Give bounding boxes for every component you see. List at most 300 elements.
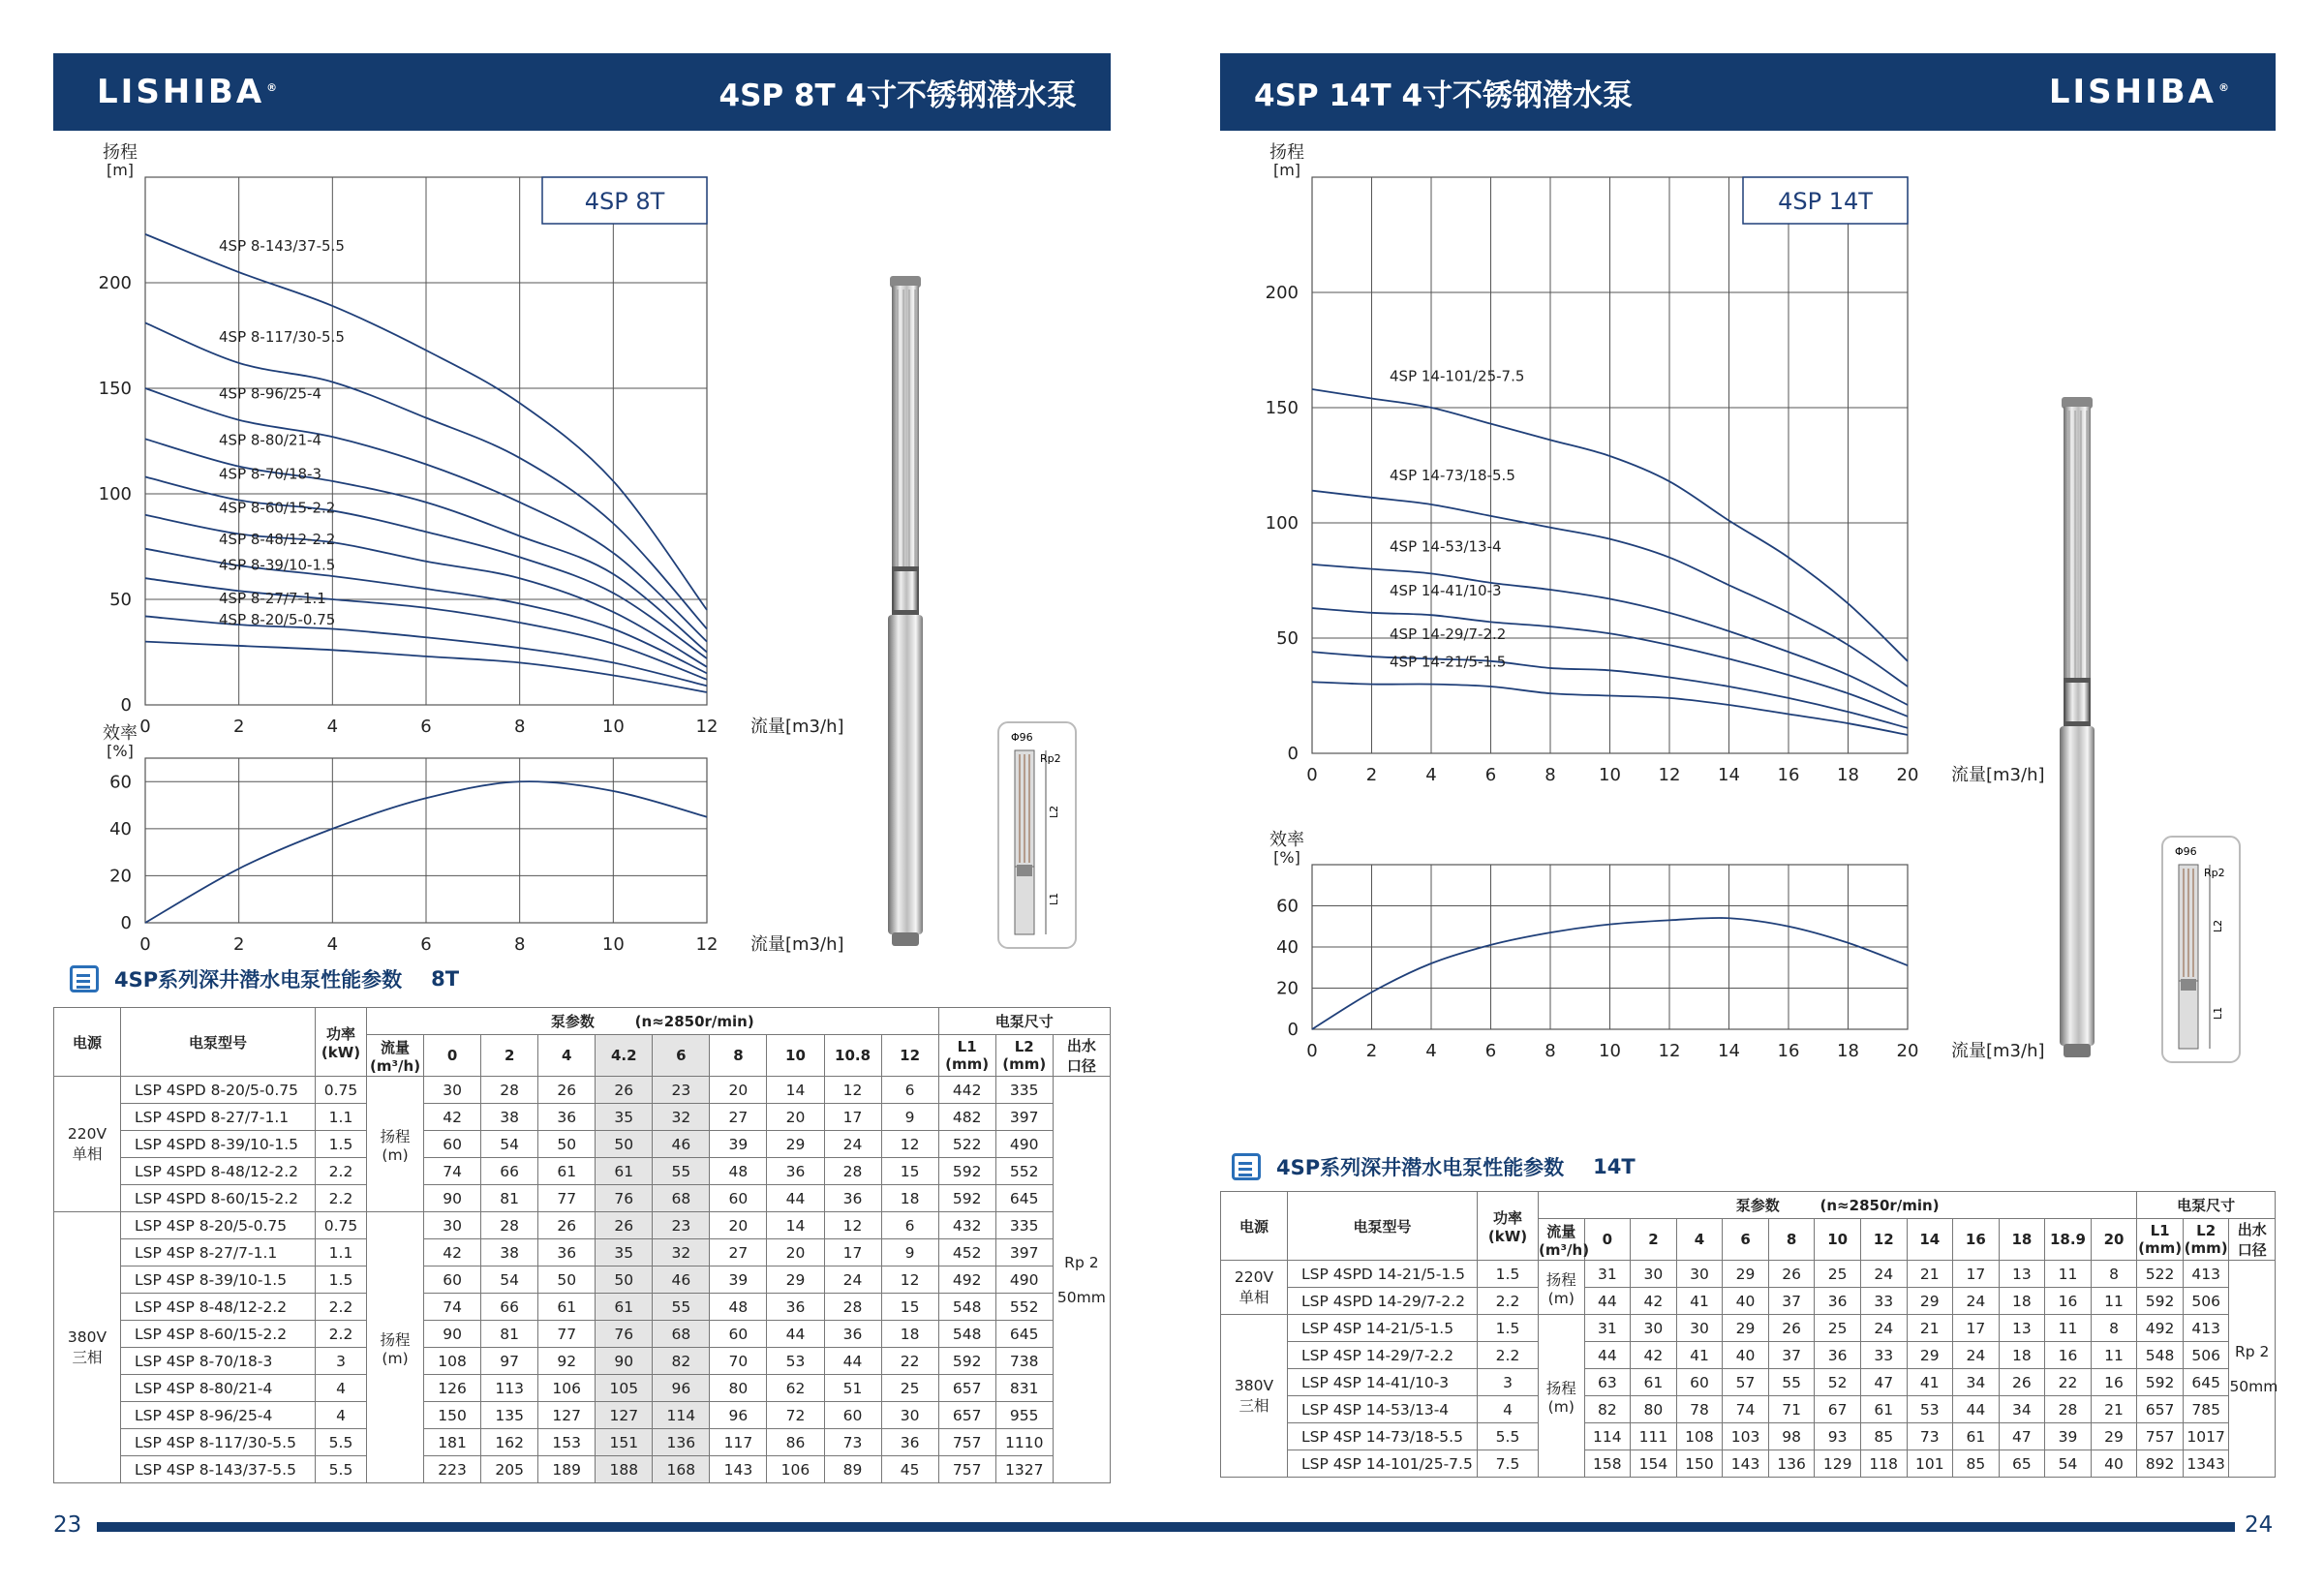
head-value: 38	[481, 1239, 538, 1267]
head-value: 73	[1907, 1423, 1953, 1450]
y-axis-unit: [m]	[1272, 161, 1301, 179]
head-value: 15	[881, 1158, 938, 1185]
y-tick-label: 200	[98, 273, 132, 293]
model-name: LSP 4SPD 8-48/12-2.2	[121, 1158, 316, 1185]
head-value: 113	[481, 1375, 538, 1402]
head-value: 39	[2045, 1423, 2092, 1450]
table-row	[54, 1104, 1111, 1131]
head-value: 17	[1953, 1261, 2000, 1288]
power-kw: 5.5	[316, 1429, 367, 1456]
table-row	[54, 1158, 1111, 1185]
head-value: 151	[596, 1429, 653, 1456]
l1-value: 548	[2137, 1342, 2184, 1369]
model-name: LSP 4SP 8-48/12-2.2	[121, 1294, 316, 1321]
head-value: 72	[767, 1402, 824, 1429]
head-value: 54	[2045, 1450, 2092, 1478]
x-tick-label: 4	[326, 934, 339, 955]
x-tick-label: 12	[695, 934, 719, 955]
table-row	[54, 1294, 1111, 1321]
col-power-kw: 功率 (kW)	[316, 1008, 367, 1077]
l1-value: 657	[938, 1402, 995, 1429]
head-value: 44	[1584, 1342, 1631, 1369]
head-value: 101	[1907, 1450, 1953, 1478]
x-tick-label: 6	[1484, 1041, 1497, 1061]
head-value: 30	[1676, 1261, 1723, 1288]
head-value: 158	[1584, 1450, 1631, 1478]
head-label: 扬程 (m)	[1539, 1315, 1585, 1478]
head-value: 82	[1584, 1396, 1631, 1423]
head-value: 114	[653, 1402, 710, 1429]
l1-value: 548	[938, 1321, 995, 1348]
l2-value: 645	[2183, 1369, 2229, 1396]
head-value: 41	[1676, 1288, 1723, 1315]
x-tick-label: 0	[139, 717, 151, 737]
power-kw: 1.1	[316, 1104, 367, 1131]
head-value: 52	[1815, 1369, 1861, 1396]
head-value: 28	[824, 1158, 881, 1185]
head-value: 129	[1815, 1450, 1861, 1478]
outlet-size: Rp 2 50mm	[2229, 1261, 2276, 1478]
head-value: 29	[767, 1131, 824, 1158]
series-label: 4SP 8-80/21-4	[219, 431, 322, 449]
head-value: 44	[767, 1321, 824, 1348]
head-value: 23	[653, 1212, 710, 1239]
spec-table-14t	[1220, 1191, 2276, 1478]
x-axis-label: 流量[m3/h]	[750, 934, 844, 955]
model-name: LSP 4SP 14-41/10-3	[1288, 1369, 1478, 1396]
power-kw: 2.2	[316, 1185, 367, 1212]
x-tick-label: 18	[1837, 1041, 1859, 1061]
model-name: LSP 4SPD 8-27/7-1.1	[121, 1104, 316, 1131]
series-label: 4SP 14-53/13-4	[1390, 537, 1502, 556]
head-value: 67	[1815, 1396, 1861, 1423]
spec-table-8t	[53, 1007, 1111, 1483]
head-value: 36	[538, 1104, 596, 1131]
y-tick-label: 60	[109, 772, 132, 793]
head-value: 60	[1676, 1369, 1723, 1396]
head-value: 30	[1631, 1315, 1677, 1342]
head-value: 18	[881, 1321, 938, 1348]
flow-value: 0	[1584, 1219, 1631, 1261]
series-label: 4SP 14-21/5-1.5	[1390, 653, 1507, 671]
head-value: 12	[881, 1267, 938, 1294]
footer-bar	[97, 1522, 2235, 1532]
head-value: 6	[881, 1077, 938, 1104]
head-value: 54	[481, 1267, 538, 1294]
head-value: 96	[710, 1402, 767, 1429]
head-value: 65	[1999, 1450, 2045, 1478]
head-value: 30	[1676, 1315, 1723, 1342]
head-value: 26	[1999, 1369, 2045, 1396]
power-supply: 220V 单相	[54, 1077, 121, 1212]
head-value: 20	[767, 1239, 824, 1267]
head-value: 21	[1907, 1315, 1953, 1342]
power-kw: 5.5	[316, 1456, 367, 1483]
table-row	[1221, 1450, 2276, 1478]
head-value: 68	[653, 1321, 710, 1348]
head-value: 34	[1953, 1369, 2000, 1396]
head-value: 8	[2091, 1315, 2137, 1342]
l2-value: 645	[995, 1185, 1053, 1212]
model-name: LSP 4SP 8-80/21-4	[121, 1375, 316, 1402]
head-value: 22	[2045, 1369, 2092, 1396]
page-number-left: 23	[53, 1512, 82, 1538]
y-axis-label: 效率	[103, 723, 138, 744]
x-tick-label: 4	[326, 717, 339, 737]
head-value: 51	[824, 1375, 881, 1402]
head-value: 106	[538, 1375, 596, 1402]
head-value: 42	[424, 1239, 481, 1267]
head-value: 44	[824, 1348, 881, 1375]
head-value: 85	[1860, 1423, 1907, 1450]
l1-value: 592	[938, 1158, 995, 1185]
power-kw: 1.5	[316, 1131, 367, 1158]
y-tick-label: 20	[109, 866, 132, 887]
power-kw: 2.2	[1478, 1288, 1539, 1315]
l2-value: 335	[995, 1077, 1053, 1104]
head-label: 扬程 (m)	[367, 1077, 424, 1212]
flow-value: 14	[1907, 1219, 1953, 1261]
head-value: 53	[1907, 1396, 1953, 1423]
head-value: 74	[424, 1294, 481, 1321]
l1-value: 522	[2137, 1261, 2184, 1288]
head-value: 61	[596, 1294, 653, 1321]
l1-value: 482	[938, 1104, 995, 1131]
power-supply: 220V 单相	[1221, 1261, 1288, 1315]
x-tick-label: 18	[1837, 765, 1859, 785]
l2-value: 397	[995, 1104, 1053, 1131]
head-value: 37	[1768, 1342, 1815, 1369]
y-tick-label: 50	[1276, 628, 1299, 649]
series-label: 4SP 8-20/5-0.75	[219, 610, 336, 628]
head-value: 39	[710, 1131, 767, 1158]
x-tick-label: 0	[1306, 1041, 1318, 1061]
x-tick-label: 2	[1365, 765, 1378, 785]
head-value: 111	[1631, 1423, 1677, 1450]
head-value: 24	[1953, 1288, 2000, 1315]
table-row	[54, 1185, 1111, 1212]
model-name: LSP 4SP 14-29/7-2.2	[1288, 1342, 1478, 1369]
head-value: 143	[1723, 1450, 1769, 1478]
head-value: 154	[1631, 1450, 1677, 1478]
power-kw: 2.2	[316, 1321, 367, 1348]
head-value: 31	[1584, 1315, 1631, 1342]
model-name: LSP 4SPD 8-39/10-1.5	[121, 1131, 316, 1158]
y-axis-unit: [%]	[1273, 848, 1300, 867]
col-power-kw: 功率 (kW)	[1478, 1192, 1539, 1261]
head-value: 24	[1860, 1315, 1907, 1342]
l2-value: 1017	[2183, 1423, 2229, 1450]
head-value: 11	[2091, 1288, 2137, 1315]
y-tick-label: 200	[1265, 283, 1299, 303]
head-value: 34	[1999, 1396, 2045, 1423]
head-value: 127	[596, 1402, 653, 1429]
head-value: 17	[824, 1104, 881, 1131]
power-kw: 4	[316, 1402, 367, 1429]
l1-value: 757	[2137, 1423, 2184, 1450]
l1-value: 592	[2137, 1369, 2184, 1396]
l2-value: 413	[2183, 1261, 2229, 1288]
head-value: 54	[481, 1131, 538, 1158]
chart-title: 4SP 8T	[584, 188, 665, 215]
x-tick-label: 8	[513, 934, 526, 955]
x-tick-label: 2	[1365, 1041, 1378, 1061]
power-kw: 0.75	[316, 1077, 367, 1104]
x-tick-label: 0	[1306, 765, 1318, 785]
x-tick-label: 0	[139, 934, 151, 955]
l1-value: 592	[938, 1348, 995, 1375]
dimension-drawing-8t	[997, 721, 1077, 949]
pump-photo-8t	[876, 276, 934, 954]
x-tick-label: 6	[1484, 765, 1497, 785]
head-value: 36	[767, 1294, 824, 1321]
col-l1: L1 (mm)	[2137, 1219, 2184, 1261]
head-value: 22	[881, 1348, 938, 1375]
head-value: 36	[824, 1185, 881, 1212]
head-value: 39	[710, 1267, 767, 1294]
head-value: 40	[2091, 1450, 2137, 1478]
head-value: 71	[1768, 1396, 1815, 1423]
l2-value: 397	[995, 1239, 1053, 1267]
l2-value: 955	[995, 1402, 1053, 1429]
head-value: 76	[596, 1185, 653, 1212]
power-kw: 1.5	[1478, 1315, 1539, 1342]
head-value: 28	[824, 1294, 881, 1321]
model-name: LSP 4SP 14-21/5-1.5	[1288, 1315, 1478, 1342]
head-value: 189	[538, 1456, 596, 1483]
head-value: 46	[653, 1131, 710, 1158]
model-name: LSP 4SPD 8-60/15-2.2	[121, 1185, 316, 1212]
head-value: 50	[538, 1267, 596, 1294]
x-tick-label: 6	[420, 934, 432, 955]
head-value: 11	[2091, 1342, 2137, 1369]
l1-value: 548	[938, 1294, 995, 1321]
head-value: 29	[1907, 1342, 1953, 1369]
head-value: 103	[1723, 1423, 1769, 1450]
col-model: 电泵型号	[1288, 1192, 1478, 1261]
flow-value: 18	[1999, 1219, 2045, 1261]
head-value: 30	[1631, 1261, 1677, 1288]
head-value: 32	[653, 1239, 710, 1267]
thread-label: Rp2	[2204, 867, 2225, 879]
head-value: 73	[824, 1429, 881, 1456]
thread-label: Rp2	[1040, 752, 1061, 765]
l1-value: 492	[2137, 1315, 2184, 1342]
table-row	[1221, 1261, 2276, 1288]
l1-value: 432	[938, 1212, 995, 1239]
head-value: 205	[481, 1456, 538, 1483]
flow-value: 20	[2091, 1219, 2137, 1261]
head-value: 162	[481, 1429, 538, 1456]
table-row	[1221, 1342, 2276, 1369]
head-value: 45	[881, 1456, 938, 1483]
head-value: 114	[1584, 1423, 1631, 1450]
power-kw: 4	[316, 1375, 367, 1402]
head-value: 77	[538, 1321, 596, 1348]
head-value: 108	[424, 1348, 481, 1375]
head-value: 36	[1815, 1342, 1861, 1369]
x-tick-label: 4	[1425, 1041, 1437, 1061]
x-tick-label: 4	[1425, 765, 1437, 785]
x-tick-label: 10	[601, 717, 625, 737]
l1-value: 657	[938, 1375, 995, 1402]
head-value: 17	[824, 1239, 881, 1267]
head-value: 188	[596, 1456, 653, 1483]
l1-value: 452	[938, 1239, 995, 1267]
y-tick-label: 0	[120, 695, 132, 716]
l2-value: 490	[995, 1131, 1053, 1158]
table-icon	[70, 965, 99, 992]
head-value: 26	[596, 1077, 653, 1104]
head-value: 61	[1953, 1423, 2000, 1450]
x-axis-label: 流量[m3/h]	[750, 717, 844, 737]
outlet-size: Rp 2 50mm	[1053, 1077, 1110, 1483]
head-value: 60	[710, 1185, 767, 1212]
table-row	[54, 1212, 1111, 1239]
head-value: 66	[481, 1158, 538, 1185]
x-tick-label: 8	[513, 717, 526, 737]
dimension-drawing-14t	[2161, 836, 2241, 1063]
head-value: 135	[481, 1402, 538, 1429]
x-tick-label: 2	[232, 934, 245, 955]
y-tick-label: 50	[109, 590, 132, 610]
head-value: 117	[710, 1429, 767, 1456]
head-value: 50	[596, 1131, 653, 1158]
head-label: 扬程 (m)	[367, 1212, 424, 1483]
col-pump-params: 泵参数 (n≈2850r/min)	[367, 1008, 939, 1035]
head-value: 15	[881, 1294, 938, 1321]
head-value: 24	[1953, 1342, 2000, 1369]
head-value: 97	[481, 1348, 538, 1375]
flow-value: 12	[1860, 1219, 1907, 1261]
x-tick-label: 16	[1777, 765, 1800, 785]
model-name: LSP 4SP 8-20/5-0.75	[121, 1212, 316, 1239]
head-value: 150	[1676, 1450, 1723, 1478]
model-name: LSP 4SP 14-73/18-5.5	[1288, 1423, 1478, 1450]
l1-value: 757	[938, 1429, 995, 1456]
head-value: 40	[1723, 1288, 1769, 1315]
flow-value: 10	[767, 1035, 824, 1077]
head-value: 29	[2091, 1423, 2137, 1450]
table-row	[54, 1131, 1111, 1158]
head-value: 25	[881, 1375, 938, 1402]
power-kw: 5.5	[1478, 1423, 1539, 1450]
power-kw: 0.75	[316, 1212, 367, 1239]
l2-value: 645	[995, 1321, 1053, 1348]
head-value: 23	[653, 1077, 710, 1104]
l2-value: 413	[2183, 1315, 2229, 1342]
flow-value: 8	[710, 1035, 767, 1077]
head-value: 68	[653, 1185, 710, 1212]
head-value: 60	[824, 1402, 881, 1429]
power-kw: 1.1	[316, 1239, 367, 1267]
head-value: 40	[1723, 1342, 1769, 1369]
head-value: 20	[710, 1077, 767, 1104]
series-label: 4SP 14-41/10-3	[1390, 581, 1502, 599]
head-value: 55	[1768, 1369, 1815, 1396]
y-axis-unit: [%]	[107, 742, 134, 760]
y-tick-label: 40	[1276, 937, 1299, 958]
l2-value: 831	[995, 1375, 1053, 1402]
head-value: 60	[424, 1131, 481, 1158]
l2-value: 490	[995, 1267, 1053, 1294]
flow-value: 6	[1723, 1219, 1769, 1261]
head-value: 13	[1999, 1315, 2045, 1342]
head-value: 14	[767, 1077, 824, 1104]
l2-value: 1327	[995, 1456, 1053, 1483]
head-value: 18	[881, 1185, 938, 1212]
col-power: 电源	[54, 1008, 121, 1077]
head-value: 21	[1907, 1261, 1953, 1288]
table-row	[54, 1239, 1111, 1267]
head-value: 8	[2091, 1261, 2137, 1288]
head-value: 81	[481, 1321, 538, 1348]
head-label: 扬程 (m)	[1539, 1261, 1585, 1315]
flow-value: 6	[653, 1035, 710, 1077]
head-value: 29	[767, 1267, 824, 1294]
table-row	[1221, 1396, 2276, 1423]
head-value: 33	[1860, 1288, 1907, 1315]
flow-value: 10	[1815, 1219, 1861, 1261]
head-value: 24	[824, 1131, 881, 1158]
flow-value: 10.8	[824, 1035, 881, 1077]
model-name: LSP 4SP 8-117/30-5.5	[121, 1429, 316, 1456]
y-axis-label: 扬程	[1269, 142, 1304, 163]
head-value: 30	[881, 1402, 938, 1429]
head-value: 80	[710, 1375, 767, 1402]
head-value: 90	[424, 1185, 481, 1212]
head-value: 66	[481, 1294, 538, 1321]
head-value: 24	[1860, 1261, 1907, 1288]
y-tick-label: 150	[98, 379, 132, 399]
flow-value: 16	[1953, 1219, 2000, 1261]
head-value: 136	[1768, 1450, 1815, 1478]
head-value: 78	[1676, 1396, 1723, 1423]
head-value: 28	[481, 1212, 538, 1239]
head-value: 44	[767, 1185, 824, 1212]
head-value: 85	[1953, 1450, 2000, 1478]
head-value: 48	[710, 1294, 767, 1321]
series-label: 4SP 8-39/10-1.5	[219, 556, 336, 574]
head-value: 37	[1768, 1288, 1815, 1315]
col-pump-dims: 电泵尺寸	[938, 1008, 1110, 1035]
head-value: 9	[881, 1239, 938, 1267]
model-name: LSP 4SP 8-96/25-4	[121, 1402, 316, 1429]
power-kw: 2.2	[316, 1158, 367, 1185]
table-row	[54, 1429, 1111, 1456]
col-flow: 流量 (m³/h)	[367, 1035, 424, 1077]
flow-value: 8	[1768, 1219, 1815, 1261]
model-name: LSP 4SP 8-39/10-1.5	[121, 1267, 316, 1294]
col-l2: L2 (mm)	[2183, 1219, 2229, 1261]
head-value: 46	[653, 1267, 710, 1294]
head-value: 44	[1953, 1396, 2000, 1423]
head-value: 18	[1999, 1288, 2045, 1315]
table-row	[54, 1375, 1111, 1402]
head-value: 28	[481, 1077, 538, 1104]
head-value: 223	[424, 1456, 481, 1483]
head-value: 25	[1815, 1261, 1861, 1288]
head-value: 16	[2045, 1288, 2092, 1315]
col-pump-dims: 电泵尺寸	[2137, 1192, 2276, 1219]
y-axis-label: 扬程	[103, 142, 138, 163]
head-value: 30	[424, 1212, 481, 1239]
head-value: 26	[1768, 1315, 1815, 1342]
table-row	[1221, 1315, 2276, 1342]
l1-value: 492	[938, 1267, 995, 1294]
head-value: 27	[710, 1104, 767, 1131]
l2-value: 1343	[2183, 1450, 2229, 1478]
